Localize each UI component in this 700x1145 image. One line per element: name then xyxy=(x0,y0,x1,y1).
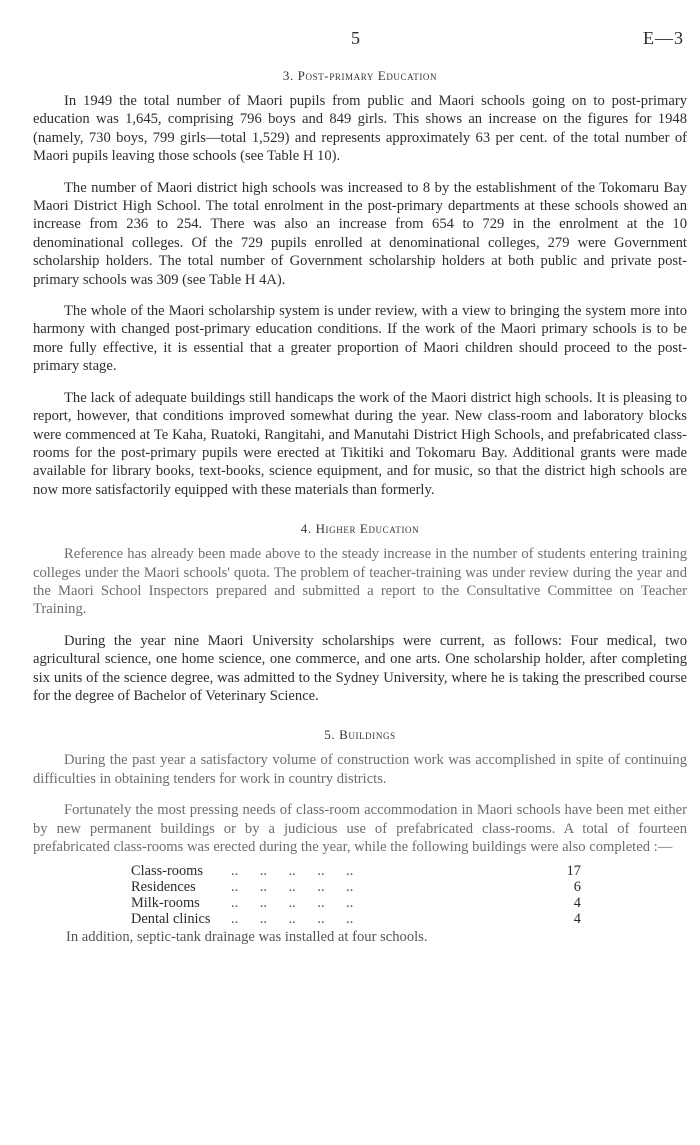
item-label: Dental clinics xyxy=(131,910,211,927)
section-number: 4. xyxy=(300,521,312,537)
paragraph: The lack of adequate buildings still handicaps the work of the Maori district high schools. It is pleasing to report, however, that conditions improved somewhat during the year. New class-room and laboratory blocks were commenced at Te Kaha, Ruatoki, Rangitahi, and Manutahi District High Schools, and prefabricated class-rooms for the post-primary pupils were erected at Tikitiki and Tokomaru Bay. Additional grants were made available for library books, text-books, science equipment, and for music, so that the district high schools are now more satisfactorily equipped with these materials than formerly. xyxy=(33,389,687,498)
item-label: Class-rooms xyxy=(131,863,203,880)
section-number: 5. xyxy=(324,727,336,743)
section-title: Higher Education xyxy=(315,521,420,537)
leader-dots: .. .. .. .. .. xyxy=(231,895,354,911)
leader-dots: .. .. .. .. .. xyxy=(231,879,354,896)
item-value: 4 xyxy=(573,910,581,927)
document-code: E—3 xyxy=(643,28,684,48)
leader-dots: .. .. .. .. .. xyxy=(231,910,354,927)
paragraph: Fortunately the most pressing needs of class-room accommodation in Maori schools have been met either by new permanent buildings or by a judicious use of prefabricated class-rooms. A total of fourteen prefabricated class-rooms was erected during the year, while the following buildings were also completed :— xyxy=(33,802,687,855)
list-item xyxy=(33,864,687,880)
section-heading-post-primary xyxy=(33,68,687,84)
item-value: 6 xyxy=(573,879,581,896)
item-value: 17 xyxy=(566,863,581,880)
list-item xyxy=(33,896,687,912)
paragraph: The number of Maori district high schools was increased to 8 by the establishment of the Tokomaru Bay Maori District High School. The total enrolment in the post-primary departments at these schools showed an increase from 236 to 254. There was also an increase from 654 to 729 in the enrolment at the 10 denominational colleges. Of the 729 pupils enrolled at denominational colleges, 279 were Government scholarship holders. The total number of Government scholarship holders at both public and private post-primary schools was 309 (see Table H 4A). xyxy=(33,179,687,288)
paragraph: In 1949 the total number of Maori pupils from public and Maori schools going on to post-primary education was 1,645, comprising 796 boys and 849 girls. This shows an increase on the figures for 1948 (namely, 730 boys, 799 girls—total 1,529) and represents approximately 63 per cent. of the total number of Maori pupils leaving those schools (see Table H 10). xyxy=(33,93,687,165)
section-heading-higher-education xyxy=(33,521,687,537)
paragraph: Reference has already been made above to the steady increase in the number of students entering training colleges under the Maori schools' quota. The problem of teacher-training was under review during the year and the Maori School Inspectors prepared and submitted a report to the Consultative Committee on Teacher Training. xyxy=(33,546,687,618)
document-page xyxy=(33,0,687,959)
paragraph: During the year nine Maori University scholarships were current, as follows: Four medical, two agricultural science, one home science, one commerce, and one arts. One scholarship holder, after completing six units of the science degree, was admitted to the Sydney University, where he is taking the prescribed course for the degree of Bachelor of Veterinary Science. xyxy=(33,632,687,704)
section-title: Post-primary Education xyxy=(297,68,438,83)
section-number: 3. xyxy=(282,68,294,83)
section-heading-buildings xyxy=(33,727,687,743)
list-item xyxy=(33,912,687,928)
item-label: Residences xyxy=(131,879,196,896)
paragraph: During the past year a satisfactory volume of construction work was accomplished in spite of continuing difficulties in obtaining tenders for work in country districts. xyxy=(33,752,687,787)
item-label: Milk-rooms xyxy=(131,895,200,911)
page-header xyxy=(33,0,687,50)
paragraph: The whole of the Maori scholarship system is under review, with a view to bringing the system more into harmony with changed post-primary education conditions. If the work of the Maori primary schools is to be more fully effective, it is essential that a greater proportion of Maori children should proceed to the post-primary stage. xyxy=(33,303,687,375)
list-item xyxy=(33,880,687,896)
closing-paragraph: In addition, septic-tank drainage was installed at four schools. xyxy=(66,928,428,945)
item-value: 4 xyxy=(573,895,581,911)
section-title: Buildings xyxy=(339,727,396,743)
buildings-list xyxy=(33,864,687,927)
page-number: 5 xyxy=(351,28,360,48)
leader-dots: .. .. .. .. .. xyxy=(231,863,354,880)
